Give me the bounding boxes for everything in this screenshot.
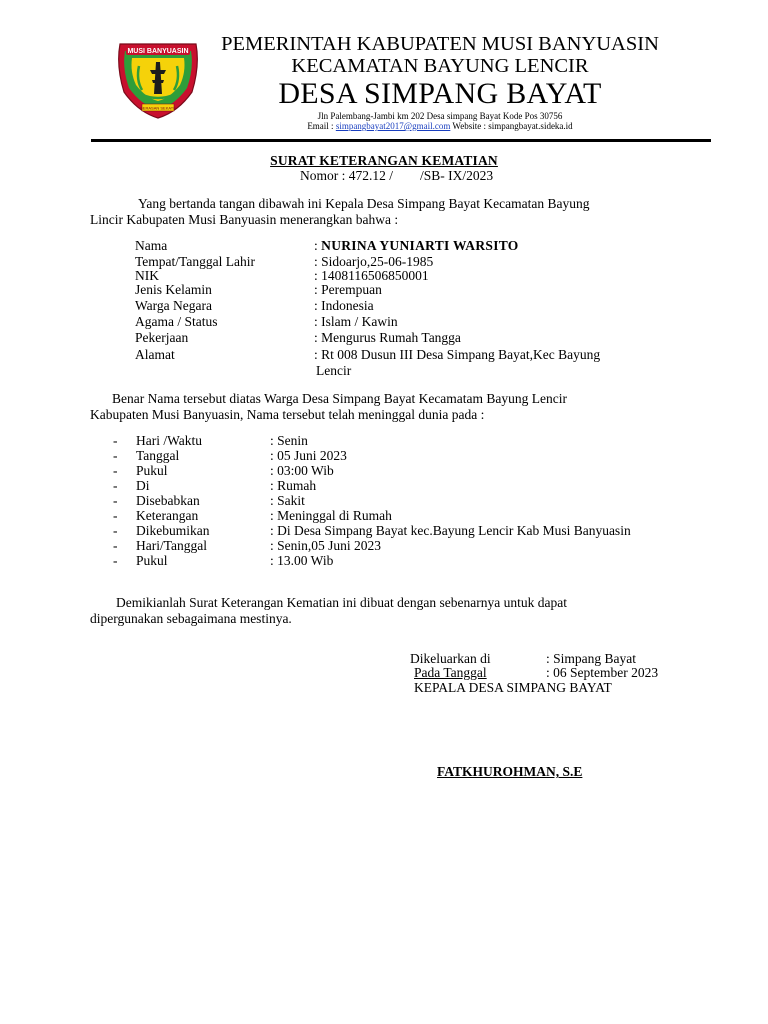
letter-title: SURAT KETERANGAN KEMATIAN [270,153,498,168]
detail-separator: : [270,493,278,508]
detail-value [270,478,316,494]
detail-bullet: - [113,463,118,478]
statement-paragraph [90,391,677,422]
opening-paragraph [90,196,677,227]
detail-bullet: - [113,448,118,463]
issued-place-label: Dikeluarkan di [410,651,491,666]
identity-value-text: Rt 008 Dusun III Desa Simpang Bayat,Kec Bayung [321,347,601,362]
detail-value-text: Senin,05 Juni 2023 [277,538,382,553]
detail-value-text: Di Desa Simpang Bayat kec.Bayung Lencir Kab Musi Banyuasin [277,523,631,538]
detail-label: Pukul [136,553,168,568]
detail-value [270,463,334,479]
header-divider [91,139,711,142]
identity-separator: : [314,238,322,253]
issued-place-value: : Simpang Bayat [546,651,636,666]
identity-separator: : [314,330,322,345]
detail-bullet: - [113,508,118,523]
closing-line-1: Demikianlah Surat Keterangan Kematian ini dibuat dengan sebenarnya untuk dapat [116,595,567,610]
detail-bullet: - [113,538,118,553]
detail-separator: : [270,463,278,478]
detail-label: Pukul [136,463,168,478]
identity-separator: : [314,298,322,313]
identity-label: Tempat/Tanggal Lahir [135,254,255,269]
detail-label: Disebabkan [136,493,200,508]
identity-value [314,347,600,363]
identity-value [314,330,461,346]
identity-separator: : [314,282,322,297]
identity-label: Jenis Kelamin [135,282,212,297]
detail-value-text: Meninggal di Rumah [277,508,392,523]
signer-position: KEPALA DESA SIMPANG BAYAT [414,680,612,695]
detail-bullet: - [113,523,118,538]
identity-value-text: Indonesia [321,298,374,313]
closing-line-2: dipergunakan sebagaimana mestinya. [90,610,292,626]
detail-label: Keterangan [136,508,199,523]
identity-value-text: Mengurus Rumah Tangga [321,330,461,345]
issued-date-row [414,665,670,681]
identity-label: Agama / Status [135,314,218,329]
identity-separator: : [314,254,322,269]
detail-value [270,523,631,539]
header-address: Jln Palembang-Jambi km 202 Desa simpang Bayat Kode Pos 30756 [317,111,563,121]
email-label: Email : [307,121,336,131]
detail-bullet: - [113,553,118,568]
detail-value [270,553,333,569]
detail-value-text: 05 Juni 2023 [277,448,347,463]
identity-value-text: Sidoarjo,25-06-1985 [321,254,434,269]
detail-separator: : [270,433,278,448]
identity-value [314,238,519,254]
identity-separator: : [314,347,322,362]
detail-separator: : [270,478,278,493]
letter-number: Nomor : 472.12 / /SB- IX/2023 [300,168,494,183]
detail-label: Hari /Waktu [136,433,203,448]
logo-bottom-text: SERASAN SEKATE [140,105,176,111]
statement-line-2: Kabupaten Musi Banyuasin, Nama tersebut telah meninggal dunia pada : [90,406,485,422]
website-text: Website : simpangbayat.sideka.id [450,121,573,131]
detail-separator: : [270,538,278,553]
opening-line-2: Lincir Kabupaten Musi Banyuasin menerangkan bahwa : [90,211,399,227]
logo-top-text: MUSI BANYUASIN [127,48,189,55]
detail-separator: : [270,523,278,538]
detail-value-text: Sakit [277,493,305,508]
identity-value [314,298,374,314]
issued-date-label: Pada Tanggal [414,665,487,680]
detail-label: Tanggal [136,448,180,463]
identity-value-text: Perempuan [321,282,382,297]
detail-value [270,448,347,464]
header-district: KECAMATAN BAYUNG LENCIR [291,55,589,77]
identity-separator: : [314,268,322,283]
detail-bullet: - [113,433,118,448]
detail-bullet: - [113,493,118,508]
identity-value-text: NURINA YUNIARTI WARSITO [321,238,519,253]
closing-paragraph [90,595,677,626]
identity-label: Alamat [135,347,175,362]
email-link[interactable]: simpangbayat2017@gmail.com [335,121,451,131]
detail-value-text: 13.00 Wib [277,553,334,568]
identity-separator: : [314,314,322,329]
issued-date-value: : 06 September 2023 [546,665,659,680]
identity-label: Warga Negara [135,298,212,313]
detail-separator: : [270,448,278,463]
opening-line-1: Yang bertanda tangan dibawah ini Kepala Desa Simpang Bayat Kecamatan Bayung [138,196,590,211]
identity-label: Nama [135,238,168,253]
detail-label: Dikebumikan [136,523,210,538]
detail-label: Hari/Tanggal [136,538,208,553]
detail-value-text: Rumah [277,478,317,493]
identity-value [314,282,382,298]
identity-value-continuation: Lencir [316,363,352,378]
detail-bullet: - [113,478,118,493]
identity-value-text: Islam / Kawin [321,314,398,329]
detail-value [270,493,305,509]
identity-value [314,314,398,330]
detail-value [270,508,392,524]
identity-label: NIK [135,268,159,283]
header-government: PEMERINTAH KABUPATEN MUSI BANYUASIN [221,33,659,55]
detail-separator: : [270,508,278,523]
detail-value [270,433,308,449]
detail-value [270,538,381,554]
detail-separator: : [270,553,278,568]
statement-line-1: Benar Nama tersebut diatas Warga Desa Simpang Bayat Kecamatam Bayung Lencir [112,391,568,406]
header-contact [190,121,690,131]
detail-value-text: 03:00 Wib [277,463,334,478]
signer-name: FATKHUROHMAN, S.E [437,764,583,779]
identity-value-text: 1408116506850001 [321,268,429,283]
detail-value-text: Senin [277,433,308,448]
identity-label: Pekerjaan [135,330,189,345]
detail-label: Di [136,478,150,493]
header-village: DESA SIMPANG BAYAT [278,77,602,110]
